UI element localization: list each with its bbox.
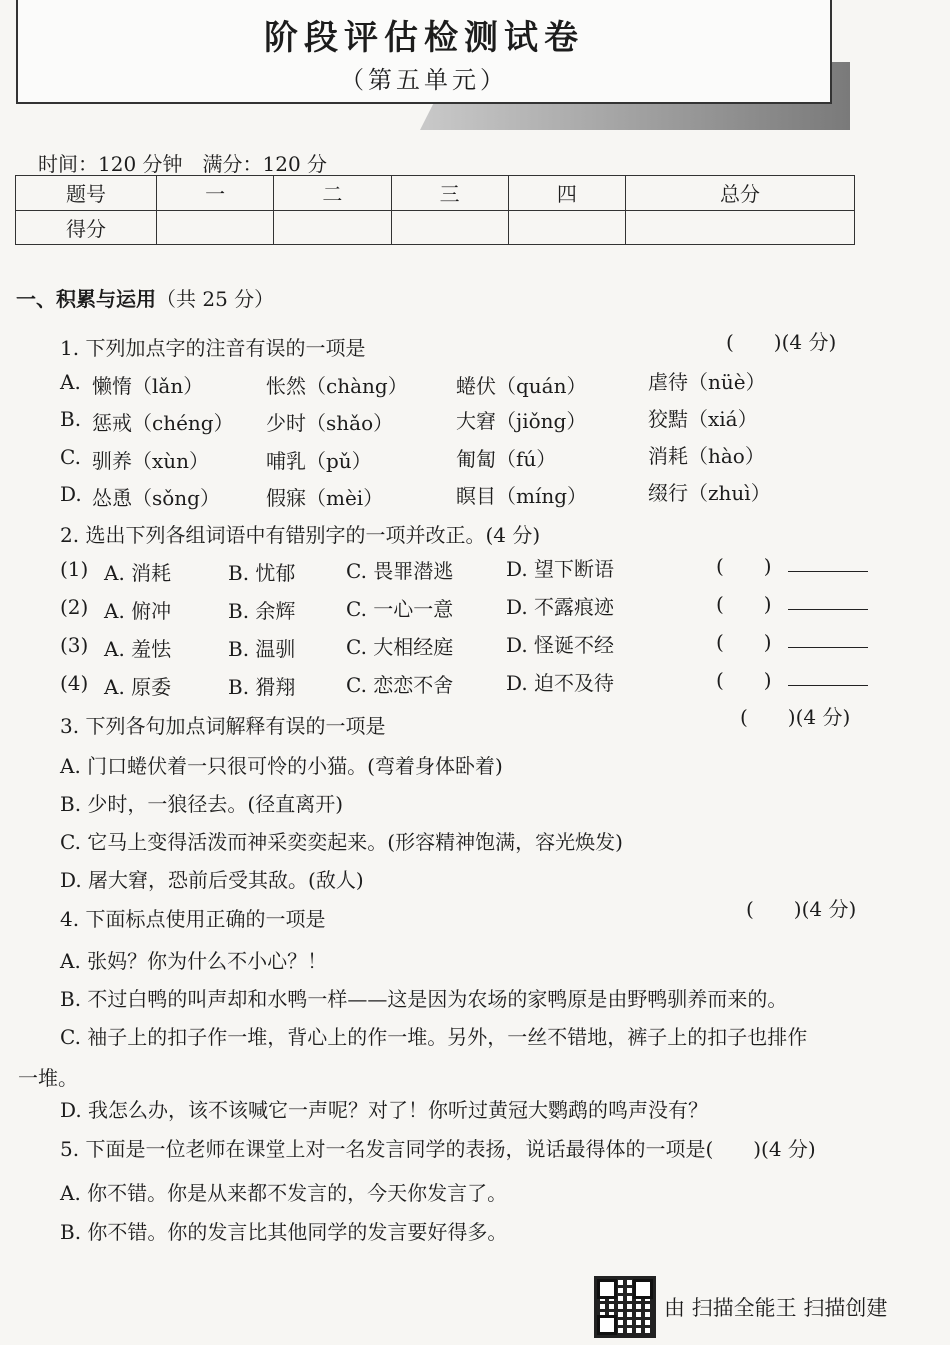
page-title: 阶段评估检测试卷 — [264, 18, 584, 58]
option-item: 少时（shǎo） — [266, 411, 394, 435]
score-table-cell: 二 — [274, 176, 391, 211]
score-table-cell: 一 — [157, 176, 274, 211]
option-item: A. 门口蜷伏着一只很可怜的小猫。(弯着身体卧着) — [60, 754, 503, 778]
option-item: 蜷伏（quán） — [456, 374, 587, 398]
header-banner — [16, 0, 832, 104]
word-option: A. 俯冲 — [104, 599, 172, 623]
question-5-stem: 5. 下面是一位老师在课堂上对一名发言同学的表扬，说话最得体的一项是( )(4 分) — [60, 1137, 816, 1161]
row-number: (1) — [60, 557, 89, 581]
answer-bracket[interactable]: ( ) — [716, 554, 772, 578]
exam-info: 时间：120 分钟 满分：120 分 — [38, 152, 328, 176]
answer-bracket[interactable]: ( ) — [716, 630, 772, 654]
option-item: A. 张妈？你为什么不小心？！ — [60, 949, 328, 973]
correction-blank[interactable] — [788, 553, 868, 572]
word-option: C. 大相经庭 — [346, 635, 454, 659]
row-number: (2) — [60, 595, 89, 619]
section-title: 一、积累与运用 — [16, 287, 156, 311]
option-item: A. 你不错。你是从来都不发言的，今天你发言了。 — [60, 1181, 508, 1205]
option-item: 懒惰（lǎn） — [92, 374, 204, 398]
question-4-answer-score[interactable]: ( )(4 分) — [746, 897, 857, 921]
option-item: 狡黠（xiá） — [648, 407, 758, 431]
option-item: C. 它马上变得活泼而神采奕奕起来。(形容精神饱满，容光焕发) — [60, 830, 623, 854]
section-points: （共 25 分） — [156, 287, 275, 311]
score-table-cell: 题号 — [16, 176, 157, 211]
answer-bracket[interactable]: ( ) — [716, 668, 772, 692]
option-letter: A. — [60, 370, 81, 394]
word-option: B. 猾翔 — [228, 675, 296, 699]
word-option: A. 消耗 — [104, 561, 172, 585]
row-number: (3) — [60, 633, 89, 657]
word-option: D. 不露痕迹 — [506, 595, 615, 619]
correction-blank[interactable] — [788, 629, 868, 648]
row-number: (4) — [60, 671, 89, 695]
question-3-stem: 3. 下列各句加点词解释有误的一项是 — [60, 714, 386, 738]
word-option: A. 羞怯 — [104, 637, 172, 661]
correction-blank[interactable] — [788, 667, 868, 686]
score-input-cell[interactable] — [626, 210, 855, 245]
score-table-score-row — [16, 210, 855, 245]
option-item: D. 我怎么办，该不该喊它一声呢？对了！你听过黄冠大鹦鹉的鸣声没有？ — [60, 1098, 709, 1122]
question-4-stem: 4. 下面标点使用正确的一项是 — [60, 907, 326, 931]
option-item: 驯养（xùn） — [92, 449, 210, 473]
score-table-cell: 得分 — [16, 210, 157, 245]
option-item: 哺乳（pǔ） — [266, 449, 372, 473]
option-item: C. 袖子上的扣子作一堆，背心上的作一堆。另外，一丝不错地，裤子上的扣子也排作 — [60, 1025, 808, 1049]
option-item-continued: 一堆。 — [18, 1066, 78, 1090]
option-item: 怂恿（sǒng） — [92, 486, 220, 510]
scanner-watermark: 由 扫描全能王 扫描创建 — [664, 1296, 888, 1320]
score-table — [15, 175, 855, 245]
word-option: A. 原委 — [104, 675, 172, 699]
question-1-stem: 1. 下列加点字的注音有误的一项是 — [60, 336, 366, 360]
option-item: 怅然（chàng） — [266, 374, 408, 398]
word-option: C. 畏罪潜逃 — [346, 559, 454, 583]
question-1-answer-score[interactable]: ( )(4 分) — [726, 330, 837, 354]
option-letter: D. — [60, 482, 82, 506]
word-option: D. 迫不及待 — [506, 671, 615, 695]
word-option: C. 一心一意 — [346, 597, 454, 621]
answer-bracket[interactable]: ( ) — [716, 592, 772, 616]
option-item: 惩戒（chéng） — [92, 411, 234, 435]
option-item: B. 不过白鸭的叫声却和水鸭一样——这是因为农场的家鸭原是由野鸭驯养而来的。 — [60, 987, 788, 1011]
word-option: C. 恋恋不舍 — [346, 673, 454, 697]
score-input-cell[interactable] — [391, 210, 508, 245]
score-table-header-row — [16, 176, 855, 211]
option-item: 大窘（jiǒng） — [456, 409, 587, 433]
score-table-cell: 三 — [391, 176, 508, 211]
question-3-answer-score[interactable]: ( )(4 分) — [740, 705, 851, 729]
score-input-cell[interactable] — [274, 210, 391, 245]
qr-code-icon — [594, 1276, 656, 1338]
section-heading — [16, 283, 274, 312]
option-letter: B. — [60, 407, 82, 431]
question-2-stem: 2. 选出下列各组词语中有错别字的一项并改正。(4 分) — [60, 523, 541, 547]
score-input-cell[interactable] — [157, 210, 274, 245]
option-item: B. 你不错。你的发言比其他同学的发言要好得多。 — [60, 1220, 508, 1244]
score-table-cell: 四 — [508, 176, 625, 211]
option-letter: C. — [60, 445, 81, 469]
correction-blank[interactable] — [788, 591, 868, 610]
score-input-cell[interactable] — [508, 210, 625, 245]
option-item: 消耗（hào） — [648, 444, 765, 468]
option-item: 虐待（nüè） — [648, 370, 766, 394]
word-option: B. 余辉 — [228, 599, 296, 623]
score-table-cell: 总分 — [626, 176, 855, 211]
word-option: B. 忧郁 — [228, 561, 296, 585]
word-option: D. 望下断语 — [506, 557, 615, 581]
option-item: D. 屠大窘，恐前后受其敌。(敌人) — [60, 868, 364, 892]
option-item: 匍匐（fú） — [456, 447, 557, 471]
word-option: D. 怪诞不经 — [506, 633, 615, 657]
option-item: 缀行（zhuì） — [648, 481, 771, 505]
option-item: 假寐（mèi） — [266, 486, 384, 510]
option-item: B. 少时，一狼径去。(径直离开) — [60, 792, 344, 816]
option-item: 瞑目（míng） — [456, 484, 588, 508]
word-option: B. 温驯 — [228, 637, 296, 661]
page-subtitle: （第五单元） — [340, 66, 508, 94]
